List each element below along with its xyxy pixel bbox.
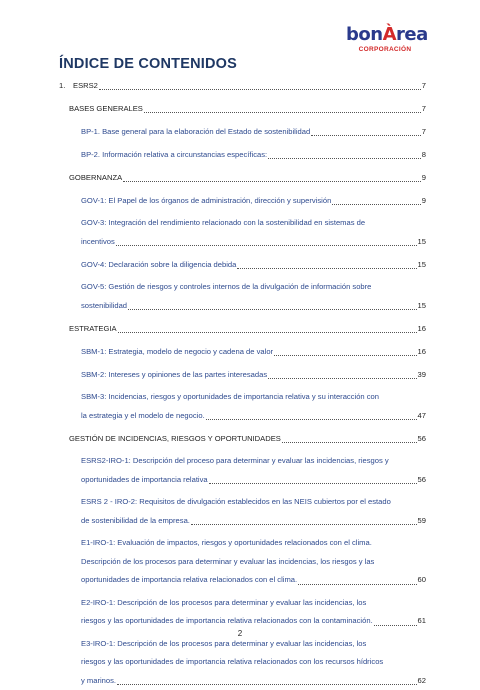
toc-entry-label: GOV-5: Gestión de riesgos y controles internos de la divulgación de información sobre bbox=[81, 278, 426, 297]
toc-entry-label: SBM-3: Incidencias, riesgos y oportunidades de importancia relativa y su interacción con bbox=[81, 388, 426, 407]
toc-entry-estrategia[interactable] bbox=[59, 319, 426, 338]
toc-entry-gov4[interactable] bbox=[59, 255, 426, 274]
toc-page-number: 7 bbox=[422, 122, 426, 141]
toc-leader bbox=[99, 88, 421, 90]
toc-leader bbox=[311, 134, 421, 136]
toc-page-number: 15 bbox=[418, 233, 426, 252]
toc-entry-esrs2-iro2[interactable] bbox=[59, 493, 426, 530]
toc-entry-label: BP-2. Información relativa a circunstancias específicas: bbox=[81, 145, 267, 164]
toc-page-number: 15 bbox=[418, 255, 426, 274]
toc-leader bbox=[117, 683, 417, 685]
toc-leader bbox=[374, 624, 417, 626]
toc-entry-bp2[interactable] bbox=[59, 145, 426, 164]
toc-leader bbox=[274, 354, 416, 356]
toc-entry-label: ESRS2-IRO-1: Descripción del proceso para determinar y evaluar las incidencias, riesgos y bbox=[81, 452, 426, 471]
toc-entry-label: riesgos y las oportunidades de importancia relativa relacionados con la contaminación. bbox=[81, 612, 373, 631]
toc-leader bbox=[237, 267, 416, 269]
toc-entry-label: sostenibilidad bbox=[81, 297, 127, 316]
toc-entry-label: BASES GENERALES bbox=[69, 99, 143, 118]
toc-page-number: 7 bbox=[422, 76, 426, 95]
logo-subtitle: CORPORACIÓN bbox=[346, 46, 424, 53]
toc-entry-bp1[interactable] bbox=[59, 122, 426, 141]
toc-page-number: 62 bbox=[418, 672, 426, 690]
toc-entry-label: E1-IRO-1: Evaluación de impactos, riesgos y oportunidades relacionados con el clima. bbox=[81, 534, 426, 553]
toc-page-number: 59 bbox=[418, 512, 426, 531]
toc-page-number: 16 bbox=[418, 319, 426, 338]
toc-leader bbox=[298, 583, 416, 585]
toc-entry-label: SBM-1: Estrategia, modelo de negocio y cadena de valor bbox=[81, 342, 273, 361]
toc-leader bbox=[206, 418, 417, 420]
toc-leader bbox=[191, 523, 417, 525]
toc-entry-sbm3[interactable] bbox=[59, 388, 426, 425]
toc-leader bbox=[282, 441, 417, 443]
toc-leader bbox=[332, 203, 420, 205]
toc-leader bbox=[268, 377, 416, 379]
toc-entry-label: incentivos bbox=[81, 233, 115, 252]
toc-page-number: 7 bbox=[422, 99, 426, 118]
toc-entry-e1-iro1[interactable] bbox=[59, 534, 426, 590]
toc-entry-bases-generales[interactable] bbox=[59, 99, 426, 118]
toc-entry-label: GESTIÓN DE INCIDENCIAS, RIESGOS Y OPORTUNIDADES bbox=[69, 429, 281, 448]
toc-page-number: 15 bbox=[418, 297, 426, 316]
page-number: 2 bbox=[0, 629, 480, 638]
toc-entry-label: GOV-3: Integración del rendimiento relacionado con la sostenibilidad en sistemas de bbox=[81, 214, 426, 233]
toc-entry-label: GOBERNANZA bbox=[69, 168, 122, 187]
toc-page-number: 16 bbox=[418, 342, 426, 361]
toc-number: 1. bbox=[59, 76, 73, 95]
toc-entry-label: E3-IRO-1: Descripción de los procesos para determinar y evaluar las incidencias, los bbox=[81, 635, 426, 654]
toc-page-number: 56 bbox=[418, 471, 426, 490]
toc-leader bbox=[118, 331, 417, 333]
toc-entry-gobernanza[interactable] bbox=[59, 168, 426, 187]
table-of-contents bbox=[59, 76, 426, 690]
toc-entry-sbm2[interactable] bbox=[59, 365, 426, 384]
toc-entry-sbm1[interactable] bbox=[59, 342, 426, 361]
toc-entry-esrs2-iro1[interactable] bbox=[59, 452, 426, 489]
toc-entry-e3-iro1[interactable] bbox=[59, 635, 426, 690]
toc-leader bbox=[209, 482, 417, 484]
toc-entry-label: BP-1. Base general para la elaboración del Estado de sostenibilidad bbox=[81, 122, 310, 141]
logo-mark: À bbox=[383, 24, 396, 45]
toc-entry-label: ESTRATEGIA bbox=[69, 319, 117, 338]
toc-page-number: 60 bbox=[418, 571, 426, 590]
toc-entry-label: SBM-2: Intereses y opiniones de las partes interesadas bbox=[81, 365, 267, 384]
toc-page-number: 9 bbox=[422, 191, 426, 210]
toc-leader bbox=[268, 157, 421, 159]
toc-leader bbox=[144, 111, 421, 113]
toc-entry-gov3[interactable] bbox=[59, 214, 426, 251]
toc-page-number: 8 bbox=[422, 145, 426, 164]
toc-leader bbox=[128, 308, 417, 310]
toc-page-number: 56 bbox=[418, 429, 426, 448]
toc-entry-label: Descripción de los procesos para determinar y evaluar las incidencias, los riesgos y las bbox=[81, 553, 426, 572]
toc-entry-e2-iro1[interactable] bbox=[59, 594, 426, 631]
toc-entry-esrs2[interactable] bbox=[59, 76, 426, 95]
toc-page-number: 47 bbox=[418, 407, 426, 426]
toc-entry-label: y marinos. bbox=[81, 672, 116, 690]
toc-leader bbox=[123, 180, 421, 182]
toc-entry-label: ESRS2 bbox=[73, 76, 98, 95]
toc-entry-label: oportunidades de importancia relativa relacionados con el clima. bbox=[81, 571, 297, 590]
toc-leader bbox=[116, 244, 417, 246]
logo-text-left: bon bbox=[346, 24, 383, 45]
logo-wordmark bbox=[346, 26, 424, 44]
toc-entry-label: ESRS 2 - IRO-2: Requisitos de divulgación establecidos en las NEIS cubiertos por el estado bbox=[81, 493, 426, 512]
toc-page-number: 39 bbox=[418, 365, 426, 384]
toc-entry-label: riesgos y las oportunidades de importancia relativa relacionados con los recursos hídricos bbox=[81, 653, 426, 672]
logo-text-right: rea bbox=[396, 24, 428, 45]
toc-entry-label: oportunidades de importancia relativa bbox=[81, 471, 208, 490]
toc-entry-label: E2-IRO-1: Descripción de los procesos para determinar y evaluar las incidencias, los bbox=[81, 594, 426, 613]
toc-page-number: 9 bbox=[422, 168, 426, 187]
toc-entry-label: GOV-1: El Papel de los órganos de administración, dirección y supervisión bbox=[81, 191, 331, 210]
toc-entry-gov1[interactable] bbox=[59, 191, 426, 210]
toc-entry-gov5[interactable] bbox=[59, 278, 426, 315]
toc-entry-label: de sostenibilidad de la empresa. bbox=[81, 512, 190, 531]
toc-entry-label: GOV-4: Declaración sobre la diligencia debida bbox=[81, 255, 236, 274]
page-title: ÍNDICE DE CONTENIDOS bbox=[59, 56, 237, 72]
toc-entry-gestion-iro[interactable] bbox=[59, 429, 426, 448]
company-logo bbox=[346, 26, 424, 53]
toc-entry-label: la estrategia y el modelo de negocio. bbox=[81, 407, 205, 426]
toc-page-number: 61 bbox=[418, 612, 426, 631]
